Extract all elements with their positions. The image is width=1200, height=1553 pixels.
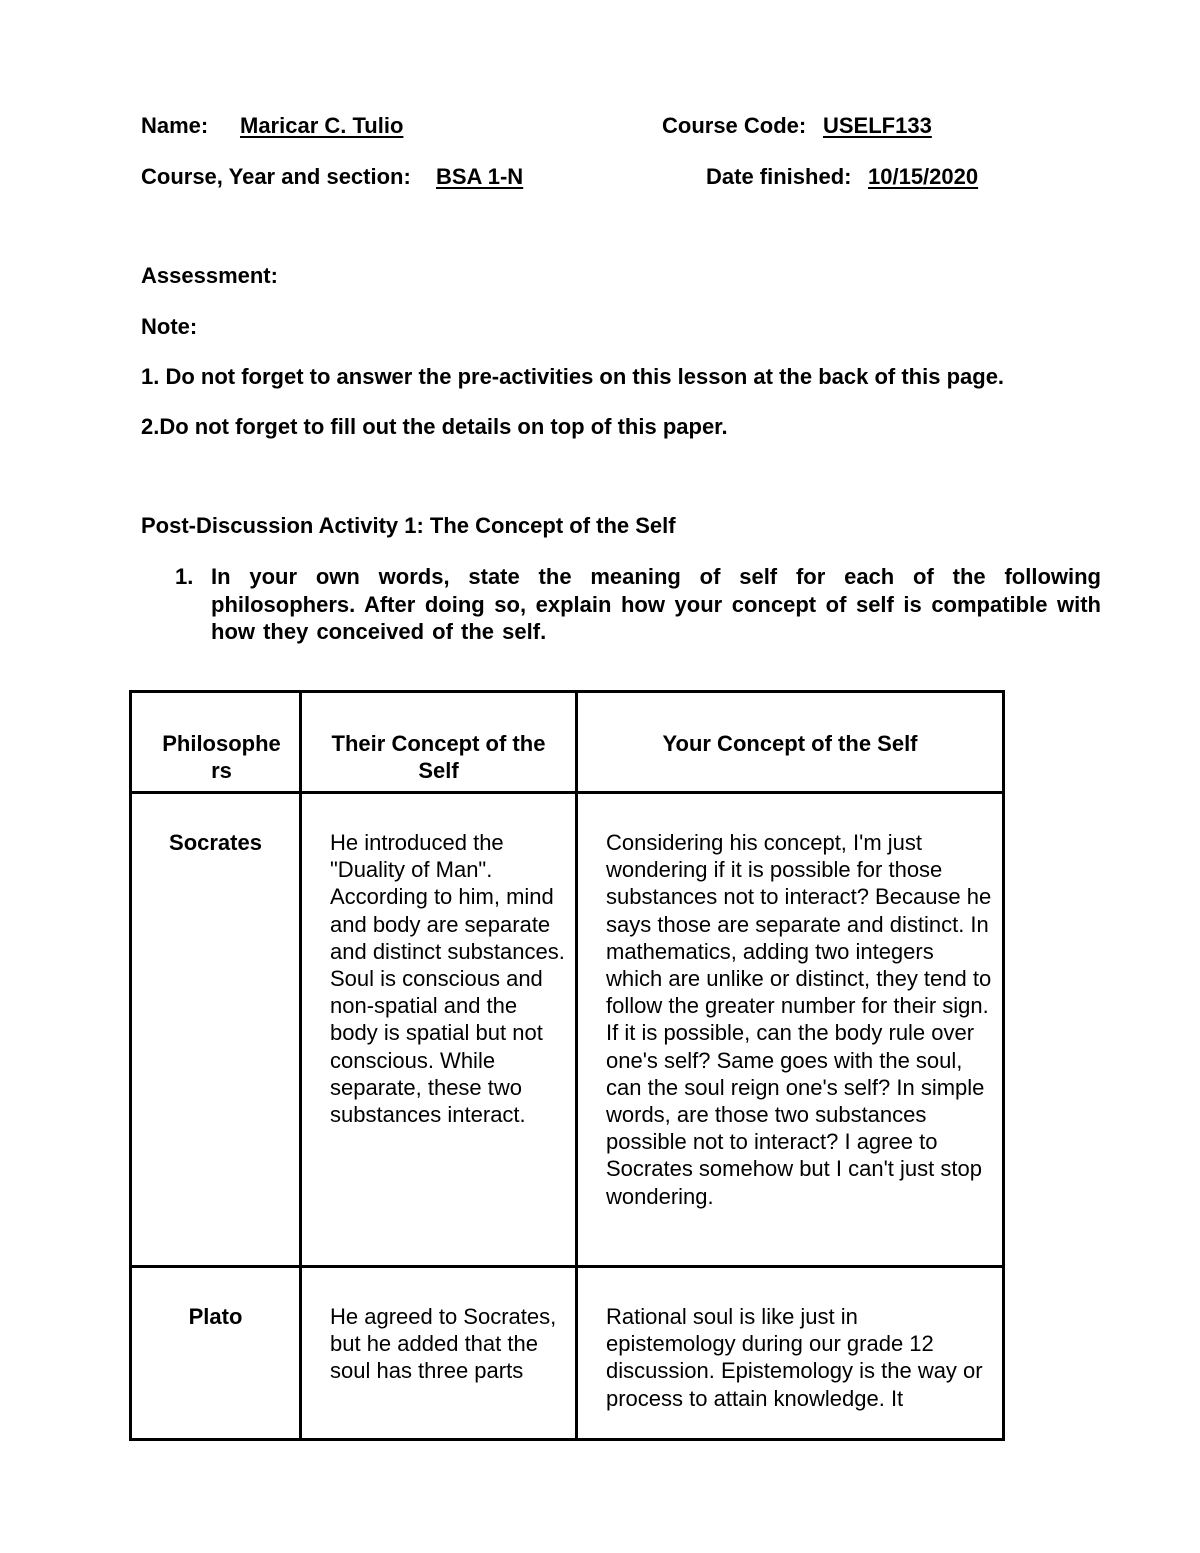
table-row	[131, 1267, 1004, 1440]
course-code-value: USELF133	[823, 113, 932, 138]
activity-title: Post-Discussion Activity 1: The Concept of the Self	[141, 513, 676, 538]
their-concept-cell: He introduced the "Duality of Man". According to him, mind and body are separate and distinct substances. Soul is conscious and non-spatial and the body is spatial but not conscious. While separate, these two substances interact.	[301, 793, 577, 1267]
question-text: In your own words, state the meaning of self for each of the following philosophers. After doing so, explain how your concept of self is compatible with how they conceived of the self.	[211, 564, 1101, 644]
course-code-label: Course Code:	[662, 113, 807, 138]
note-label: Note:	[141, 314, 198, 339]
name-value: Maricar C. Tulio	[240, 113, 404, 138]
assessment-title: Assessment:	[141, 263, 278, 288]
header-philosophers: Philosophe rs	[131, 692, 301, 793]
date-label: Date finished:	[706, 164, 852, 189]
note-item: 1. Do not forget to answer the pre-activities on this lesson at the back of this page.	[141, 364, 1005, 389]
section-value: BSA 1-N	[436, 164, 524, 189]
section-label: Course, Year and section:	[141, 164, 411, 189]
date-value: 10/15/2020	[868, 164, 979, 189]
table-row	[131, 793, 1004, 1267]
question-number: 1.	[175, 564, 194, 589]
your-concept-cell: Considering his concept, I'm just wondering if it is possible for those substances not to interact? Because he says those are separate and distinct. In mathematics, adding two integers which are unlike or distinct, they tend to follow the greater number for their sign. If it is possible, can the body rule over one's self? Same goes with the soul, can the soul reign one's self? In simple words, are those two substances possible not to interact? I agree to Socrates somehow but I can't just stop wondering.	[577, 793, 1004, 1267]
header-your-concept: Your Concept of the Self	[577, 692, 1004, 793]
your-concept-cell: Rational soul is like just in epistemology during our grade 12 discussion. Epistemology is the way or process to attain knowledge. It	[577, 1267, 1004, 1440]
philosopher-name: Socrates	[131, 793, 301, 1267]
their-concept-cell: He agreed to Socrates, but he added that the soul has three parts	[301, 1267, 577, 1440]
note-item: 2.Do not forget to fill out the details on top of this paper.	[141, 414, 728, 439]
header-their-concept: Their Concept of the Self	[301, 692, 577, 793]
name-label: Name:	[141, 113, 209, 138]
philosophers-table	[129, 690, 1005, 1441]
table-header-row	[131, 692, 1004, 793]
philosopher-name: Plato	[131, 1267, 301, 1440]
